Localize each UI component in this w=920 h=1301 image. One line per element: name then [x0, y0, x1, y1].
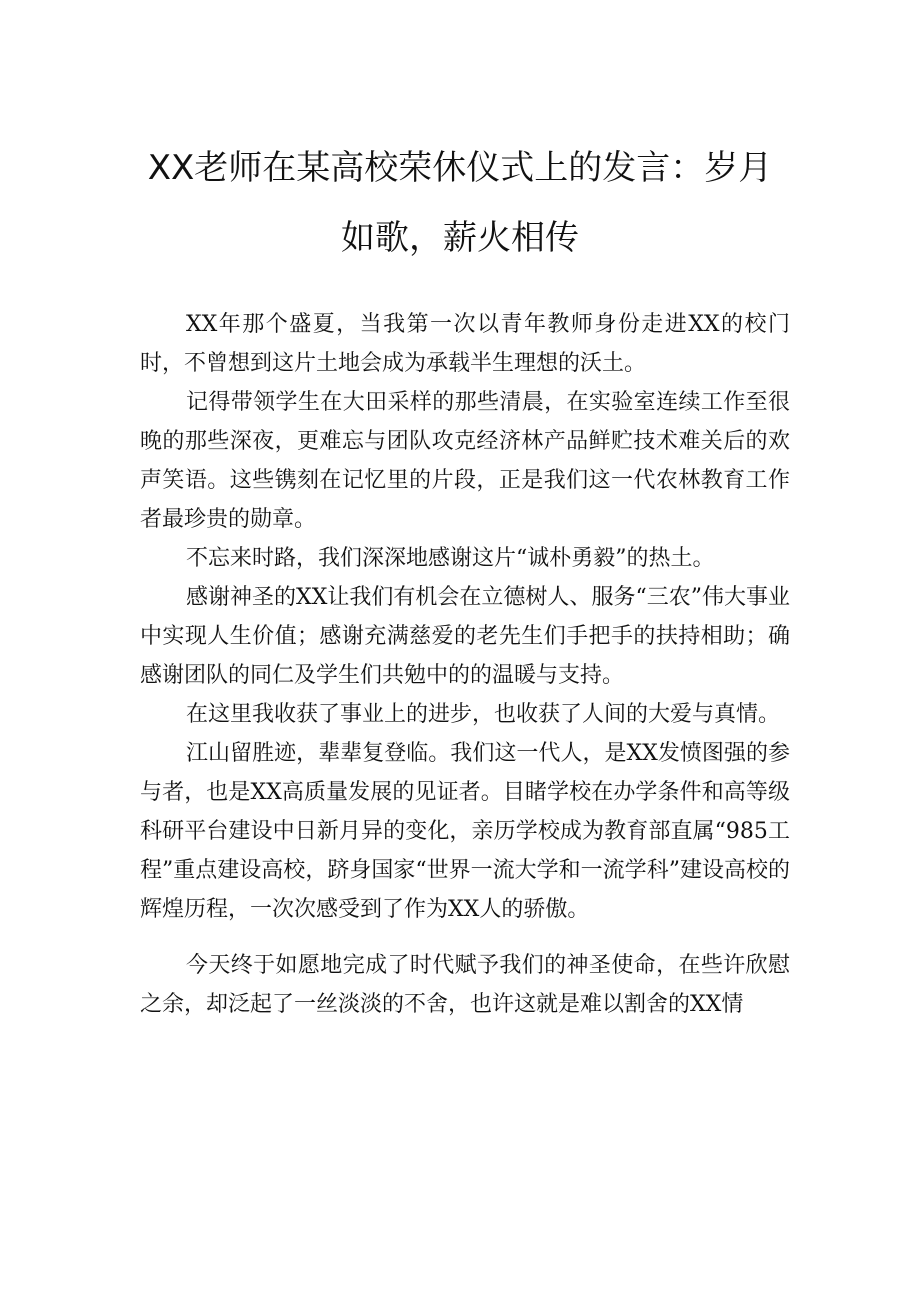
paragraph: XX年那个盛夏，当我第一次以青年教师身份走进XX的校门时，不曾想到这片土地会成为承载半生理想的沃土。 — [140, 312, 790, 376]
paragraph: 感谢神圣的XX让我们有机会在立德树人、服务“三农”伟大事业中实现人生价值；感谢充满慈爱的老先生们手把手的扶持相助；确感谢团队的同仁及学生们共勉中的的温暖与支持。 — [140, 585, 790, 688]
document-title-line-1: XX老师在某高校荣休仪式上的发言：岁月 — [147, 148, 773, 188]
document-body — [140, 305, 790, 1024]
paragraph: 不忘来时路，我们深深地感谢这片“诚朴勇毅”的热土。 — [186, 546, 715, 571]
document-title-line-2: 如歌，薪火相传 — [341, 218, 579, 258]
paragraph: 记得带领学生在大田采样的那些清晨，在实验室连续工作至很晚的那些深夜，更难忘与团队攻克经济林产品鲜贮技术难关后的欢声笑语。这些镌刻在记忆里的片段，正是我们这一代农林教育工作者最珍贵的勋章。 — [140, 390, 790, 532]
paragraph: 在这里我收获了事业上的进步，也收获了人间的大爱与真情。 — [186, 702, 781, 727]
paragraph: 江山留胜迹，辈辈复登临。我们这一代人，是XX发愤图强的参与者，也是XX高质量发展的见证者。目睹学校在办学条件和高等级科研平台建设中日新月异的变化，亲历学校成为教育部直属“985工程”重点建设高校，跻身国家“世界一流大学和一流学科”建设高校的辉煌历程，一次次感受到了作为XX人的骄傲。 — [140, 741, 790, 922]
paragraph: 今天终于如愿地完成了时代赋予我们的神圣使命，在些许欣慰之余，却泛起了一丝淡淡的不舍，也许这就是难以割舍的XX情 — [140, 953, 790, 1017]
